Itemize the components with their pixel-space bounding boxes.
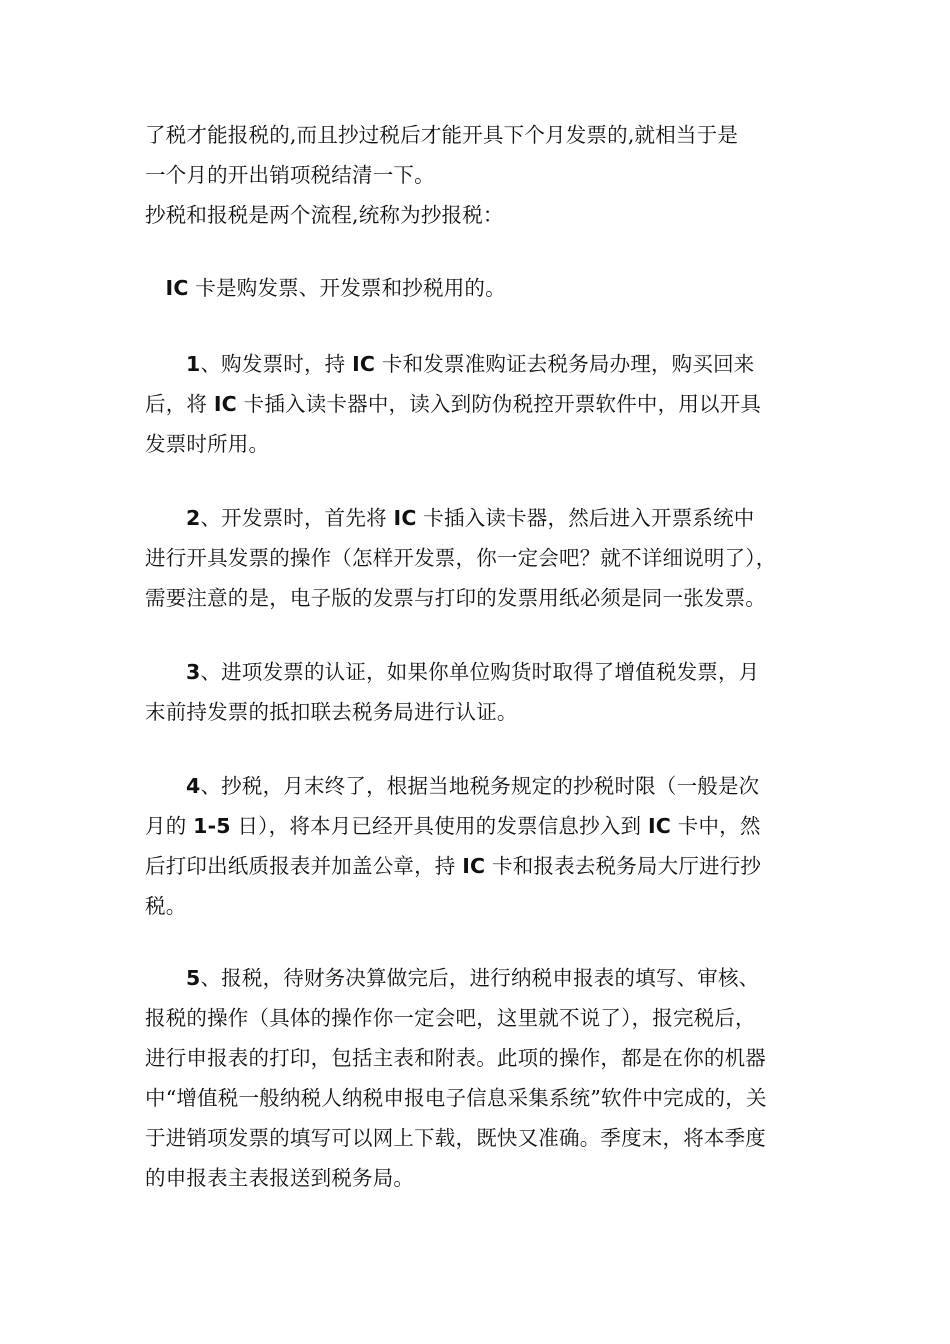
- step-text: 末前持发票的抵扣联去税务局进行认证。: [145, 700, 518, 724]
- step-5-line-5: [145, 1118, 810, 1158]
- step-paragraph-4: [145, 766, 810, 926]
- step-text: 、购发票时，持: [200, 352, 353, 376]
- step-2-line-3: [145, 578, 810, 618]
- step-text: 需要注意的是，电子版的发票与打印的发票用纸必须是同一张发票。: [145, 586, 766, 610]
- step-5-line-3: [145, 1038, 810, 1078]
- step-2-line-2: [145, 538, 810, 578]
- step-number: 3: [186, 660, 201, 684]
- step-4-line-2: [145, 806, 810, 846]
- step-number: 5: [186, 966, 201, 990]
- step-text: 、抄税，月末终了，根据当地税务规定的抄税时限（一般是次: [200, 774, 760, 798]
- step-5-line-4: [145, 1078, 810, 1118]
- step-number: 2: [186, 506, 201, 530]
- step-text: 后，将: [145, 392, 214, 416]
- intro-line-3: 抄税和报税是两个流程,统称为抄报税：: [145, 203, 504, 227]
- bold-term: IC: [213, 392, 237, 416]
- bold-term: IC: [462, 854, 486, 878]
- intro-line-2: 一个月的开出销项税结清一下。: [145, 163, 435, 187]
- step-3-line-1: [145, 652, 810, 692]
- step-text: 发票时所用。: [145, 432, 270, 456]
- step-text: 、进项发票的认证，如果你单位购货时取得了增值税发票，月: [200, 660, 760, 684]
- step-text: 卡和发票准购证去税务局办理，购买回来: [375, 352, 755, 376]
- bold-term: IC: [647, 814, 672, 838]
- step-3-line-2: [145, 692, 810, 732]
- step-5-line-6: [145, 1158, 810, 1198]
- step-text: 卡和报表去税务局大厅进行抄: [485, 854, 762, 878]
- step-text: 进行申报表的打印，包括主表和附表。此项的操作，都是在你的机器: [145, 1046, 766, 1070]
- step-text: 日），将本月已经开具使用的发票信息抄入到: [230, 814, 648, 838]
- step-text: 、开发票时，首先将: [200, 506, 394, 530]
- step-number: 4: [186, 774, 201, 798]
- step-text: 月的: [145, 814, 194, 838]
- step-text: 的申报表主表报送到税务局。: [145, 1166, 415, 1190]
- step-text: 卡中，然: [671, 814, 761, 838]
- ic-card-label: IC: [165, 276, 189, 300]
- step-5-line-2: [145, 998, 810, 1038]
- intro-line-1: 了税才能报税的,而且抄过税后才能开具下个月发票的,就相当于是: [145, 123, 739, 147]
- step-text: 卡插入读卡器中，读入到防伪税控开票软件中，用以开具: [236, 392, 762, 416]
- step-text: 进行开具发票的操作（怎样开发票，你一定会吧？就不详细说明了），: [145, 546, 777, 570]
- step-4-line-1: [145, 766, 810, 806]
- step-4-line-4: [145, 886, 810, 926]
- bold-term: IC: [352, 352, 376, 376]
- intro-paragraph: [145, 115, 810, 235]
- step-paragraph-5: [145, 958, 810, 1198]
- step-paragraph-3: [145, 652, 810, 732]
- step-text: 于进销项发票的填写可以网上下载，既快又准确。季度末，将本季度: [145, 1126, 766, 1150]
- step-1-line-2: [145, 384, 810, 424]
- step-text: 中“增值税一般纳税人纳税申报电子信息采集系统”软件中完成的，关: [145, 1086, 767, 1110]
- bold-term: 1-5: [193, 814, 231, 838]
- ic-card-text: 卡是购发票、开发票和抄税用的。: [188, 276, 506, 300]
- bold-term: IC: [393, 506, 417, 530]
- step-text: 报税的操作（具体的操作你一定会吧，这里就不说了），报完税后，: [145, 1006, 756, 1030]
- step-number: 1: [186, 352, 201, 376]
- ic-card-paragraph: [145, 268, 810, 308]
- step-5-line-1: [145, 958, 810, 998]
- step-1-line-1: [145, 344, 810, 384]
- step-text: 、报税，待财务决算做完后，进行纳税申报表的填写、审核、: [200, 966, 760, 990]
- step-1-line-3: [145, 424, 810, 464]
- ic-card-line: [145, 268, 810, 308]
- step-text: 后打印出纸质报表并加盖公章，持: [145, 854, 463, 878]
- step-2-line-1: [145, 498, 810, 538]
- step-text: 卡插入读卡器，然后进入开票系统中: [416, 506, 755, 530]
- step-paragraph-2: [145, 498, 810, 618]
- step-4-line-3: [145, 846, 810, 886]
- step-paragraph-1: [145, 344, 810, 464]
- step-text: 税。: [145, 894, 187, 918]
